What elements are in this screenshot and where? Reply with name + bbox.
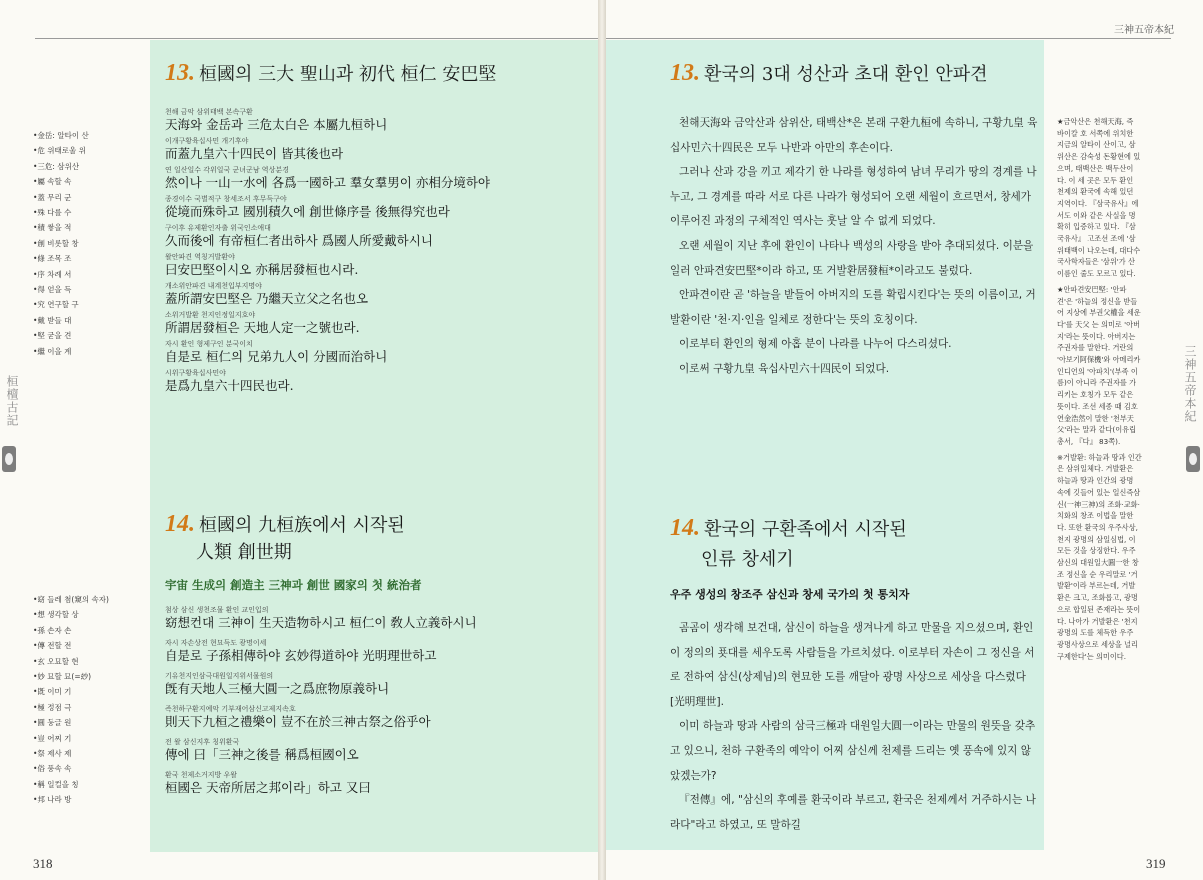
vertical-title-right: 三神五帝本紀	[1183, 345, 1197, 423]
glossary-item: •祭 제사 제	[33, 749, 72, 759]
glossary-item: •繼 이을 계	[33, 346, 72, 356]
hanja-line: 然이나 一山一水에 各爲一國하고 羣女羣男이 亦相分境하야	[165, 175, 490, 190]
glossary-item: •殊 다를 수	[33, 208, 72, 218]
glossary-item: •玄 오묘할 현	[33, 656, 79, 666]
section-13-original-text	[165, 108, 585, 398]
glossary-item: •極 정점 극	[33, 702, 72, 712]
translation-paragraph: 오랜 세월이 지난 후에 환인이 나타나 백성의 사랑을 받아 추대되셨다. 이분을 일러 안파견安巴堅*이라 하고, 또 거발환居發桓*이라고도 불렀다.	[670, 239, 1034, 277]
glossary-item: •三危: 삼위산	[33, 161, 80, 171]
hanja-line: 傳에 曰「三神之後를 稱爲桓國이오	[165, 747, 359, 762]
glossary-item: •豈 어찌 기	[33, 733, 72, 743]
glossary-item: •既 이미 기	[33, 687, 72, 697]
glossary-top	[33, 128, 89, 359]
section-number: 13.	[165, 60, 195, 86]
hanja-line: 而蓋九皇六十四民이 皆其後也라	[165, 146, 344, 161]
page-number-right: 319	[1146, 856, 1166, 871]
ruby-line: 개소위안파견 내계천입부지명야	[165, 282, 262, 290]
hanja-line: 所謂居發桓은 天地人定一之號也라.	[165, 320, 360, 335]
ruby-line: 환국 천제소거지방 우왈	[165, 771, 238, 779]
hanja-line: 窈想컨대 三神이 生天造物하시고 桓仁이 敎人立義하시니	[165, 615, 477, 630]
glossary-item: •條 조목 조	[33, 254, 72, 264]
glossary-item: •想 생각할 상	[33, 610, 79, 620]
section-title-text: 환국의 구환족에서 시작된	[704, 519, 907, 540]
glossary-item: •稱 일컬을 칭	[33, 779, 79, 789]
section-13-translation	[670, 111, 1038, 382]
footnote: ★금악산은 천해天海, 즉 바이칼 호 서쪽에 위치한 지금의 알타이 산이고, 삼위산은 감숙성 돈황현에 있으며, 태백산은 백두산이다. 이 세 곳은 모두 환인 천제의 환국에 속해 있던 지역이다. 『삼국유사』에서도 이와 같은 사실을 명확히 입증하고 있다. 『삼국유사』 고조선 조에 '삼위태백이 나오는데, 대다수 국사학자들은 '삼위'가 산 이름인 줄도 모르고 있다.	[1057, 117, 1141, 279]
section-number: 13.	[670, 60, 700, 86]
section-13-title-original	[165, 60, 496, 87]
section-number: 14.	[165, 511, 195, 537]
hanja-line: 曰安巴堅이시오 亦稱居發桓也시라.	[165, 262, 359, 277]
ruby-line: 천해 금악 삼위태백 본속구환	[165, 108, 253, 116]
hanja-line: 自是로 桓仁의 兄弟九人이 分國而治하니	[165, 349, 388, 364]
translation-paragraph: 『전傳』에, "삼신의 후예를 환국이라 부르고, 환국은 천제께서 거주하시는 나라다"라고 하였고, 또 말하길	[670, 794, 1036, 831]
glossary-item: •危 위태로울 위	[33, 146, 86, 156]
glossary-item: •創 비롯할 창	[33, 238, 79, 248]
ruby-line: 자시 환인 형제구인 분국이치	[165, 340, 253, 348]
footnote: ※거발환: 하늘과 땅과 인간은 삼위일체다. 거발환은 하늘과 땅과 인간의 광명 속에 깃들어 있는 일신즉삼신(一神三神)의 조화·교화·치화의 창조 이법을 말한다. 또한 환국의 우주사상, 천지 광명의 삼일심법, 이 모든 것을 상징한다. 우주 삼신의 대원일大圓一한 창조 정신을 순 우리말로 '거발환'이라 부르는데, 거발환은 크고, 조화롭고, 광명으로 합일된 존재라는 뜻이다. 나아가 거발환은 '천지광명의 도를 체득한 우주 광명사상으로 세상을 널리 구제한다'는 의미이다.	[1057, 452, 1142, 661]
section-14-title-original	[165, 511, 405, 538]
glossary-item: •窈 들레 첨(窺의 속자)	[33, 595, 109, 604]
glossary-item: •傳 전할 전	[33, 641, 72, 651]
translation-paragraph: 이미 하늘과 땅과 사람의 삼극三極과 대원일大圓一이라는 만물의 원뜻을 갖추고 있으니, 천하 구환족의 예악이 어찌 삼신께 천제를 드리는 옛 풍속에 있지 않았겠는가?	[670, 720, 1036, 782]
translation-paragraph: 천해天海와 금악산과 삼위산, 태백산*은 본래 구환九桓에 속하니, 구황九皇 육십사민六十四民은 모두 나반과 아만의 후손이다.	[670, 117, 1038, 154]
footnote: ★안파견安巴堅: '안파견'은 '하늘의 정신을 받들어 지상에 부권父權을 세운다'를 天父 는 의미로 '아버지'라는 뜻이다. 아버지는 주권자를 말한다. 거란의 '아보기阿保機'와 아메리카 인디언의 '아파치'(부족 이름)이 아니라 주권자를 가리키는 호칭가 모두 같은 뜻이다. 조선 세종 때 김호연金浩然이 말한 '천부天父'라는 말과 같다(이유립총서, 『다』 83쪽).	[1057, 284, 1141, 446]
running-header: 三神五帝本紀	[1114, 25, 1174, 36]
ruby-line: 연 일산일수 각위일국 군녀군남 역상분경	[165, 166, 289, 174]
glossary-item: •孫 손자 손	[33, 625, 72, 635]
section-13-title-translation	[670, 60, 988, 87]
thumb-tab-right[interactable]	[1186, 446, 1200, 472]
section-title-text: 환국의 3대 성산과 초대 환인 안파견	[704, 64, 988, 85]
glossary-item: •序 차례 서	[33, 269, 72, 279]
section-title-text: 桓國의 三大 聖山과 初代 桓仁 安巴堅	[199, 64, 497, 85]
hanja-line: 旣有天地人三極大圓一之爲庶物原義하니	[165, 681, 390, 696]
glossary-item: •屬 속할 속	[33, 177, 72, 187]
hanja-line: 桓國은 天帝所居之邦이라」하고 又曰	[165, 780, 371, 795]
translation-paragraph: 이로부터 환인의 형제 아홉 분이 나라를 나누어 다스리셨다.	[679, 338, 952, 351]
translation-paragraph: 이로써 구황九皇 육십사민六十四民이 되었다.	[679, 362, 890, 375]
hanja-line: 蓋所謂安巴堅은 乃繼天立父之名也오	[165, 291, 369, 306]
ruby-line: 자시 자손상전 현묘득도 광명이세	[165, 639, 267, 647]
glossary-bottom	[33, 592, 109, 808]
glossary-item: •妙 묘할 묘(=玅)	[33, 672, 92, 682]
ruby-line: 구이후 유제환인자출 위국인소애대	[165, 224, 271, 232]
section-14-title-translation-line2: 인류 창세기	[701, 549, 794, 570]
hanja-line: 天海와 金岳과 三危太白은 本屬九桓하니	[165, 117, 388, 132]
section-14-subtitle-original: 宇宙 生成의 創造主 三神과 創世 國家의 첫 統治者	[165, 578, 422, 592]
ruby-line: 시위구황육십사민야	[165, 369, 226, 377]
glossary-item: •圓 둥글 원	[33, 718, 72, 728]
translation-paragraph: 그러나 산과 강을 끼고 제각기 한 나라를 형성하여 남녀 무리가 땅의 경계를 나누고, 그 경계를 따라 서로 다른 나라가 형성되어 오랜 세월이 흐르면서, 창세가 이루어진 과정의 구체적인 역사는 훗날 알 수 없게 되었다.	[670, 166, 1037, 228]
footnotes	[1057, 116, 1142, 666]
translation-paragraph: 곰곰이 생각해 보건대, 삼신이 하늘을 생겨나게 하고 만물을 지으셨으며, 환인이 정의의 푯대를 세우도록 사람들을 가르치셨다. 이로부터 자손이 그 정신을 서로 전하여 삼신(상제님)의 현묘한 도를 깨달아 광명 사상으로 세상을 다스렸다[光明理世].	[670, 622, 1035, 708]
glossary-item: •積 쌓을 적	[33, 223, 72, 233]
section-14-title-translation	[670, 515, 907, 542]
ruby-line: 기유천지인삼극대원일지위서물원의	[165, 672, 274, 680]
section-number: 14.	[670, 515, 700, 541]
ruby-line: 즉천하구환지예악 기부재어삼신고제지속호	[165, 705, 296, 713]
vertical-title-left: 桓檀古記	[5, 375, 19, 427]
header-rule-left	[35, 38, 598, 39]
ruby-line: 이개구황육십사민 개기후야	[165, 137, 249, 145]
thumb-tab-left[interactable]	[2, 446, 16, 472]
book-gutter	[598, 0, 606, 880]
glossary-item: •究 연구할 구	[33, 300, 79, 310]
section-14-title-original-line2: 人類 創世期	[196, 542, 292, 563]
page-number-left: 318	[33, 856, 53, 871]
section-14-original-text	[165, 606, 585, 804]
glossary-item: •俗 풍속 속	[33, 764, 72, 774]
hanja-line: 是爲九皇六十四民也라.	[165, 378, 294, 393]
ruby-line: 전 왈 삼신지후 칭위환국	[165, 738, 240, 746]
glossary-item: •蓋 무리 군	[33, 192, 72, 202]
hanja-line: 久而後에 有帝桓仁者出하사 爲國人所愛戴하시니	[165, 233, 433, 248]
glossary-item: •得 얻을 득	[33, 285, 72, 295]
glossary-item: •金岳: 알타이 산	[33, 131, 89, 140]
ruby-line: 왈안파견 역칭거발환야	[165, 253, 235, 261]
glossary-item: •戴 받들 대	[33, 315, 72, 325]
ruby-line: 소위거발환 천지인정일지호야	[165, 311, 256, 319]
glossary-item: •邦 나라 방	[33, 795, 72, 805]
hanja-line: 自是로 子孫相傳하야 玄妙得道하야 光明理世하고	[165, 648, 437, 663]
ruby-line: 종경이수 국별적구 창세조서 후무득구야	[165, 195, 287, 203]
hanja-line: 從境而殊하고 國別積久에 創世條序를 後無得究也라	[165, 204, 450, 219]
section-14-subtitle-translation: 우주 생성의 창조주 삼신과 창세 국가의 첫 통치자	[670, 588, 910, 601]
translation-paragraph: 안파견이란 곧 '하늘을 받들어 아버지의 도를 확립시킨다'는 뜻의 이름이고, 거발환이란 '천·지·인을 일체로 정한다'는 뜻의 호칭이다.	[670, 289, 1036, 326]
header-rule-right	[606, 38, 1171, 39]
section-14-translation	[670, 616, 1038, 837]
ruby-line: 첨상 삼신 생천조물 환인 교인입의	[165, 606, 269, 614]
glossary-item: •堅 굳을 견	[33, 331, 72, 341]
section-title-text: 桓國의 九桓族에서 시작된	[199, 515, 405, 536]
hanja-line: 則天下九桓之禮樂이 豈不在於三神古祭之俗乎아	[165, 714, 431, 729]
